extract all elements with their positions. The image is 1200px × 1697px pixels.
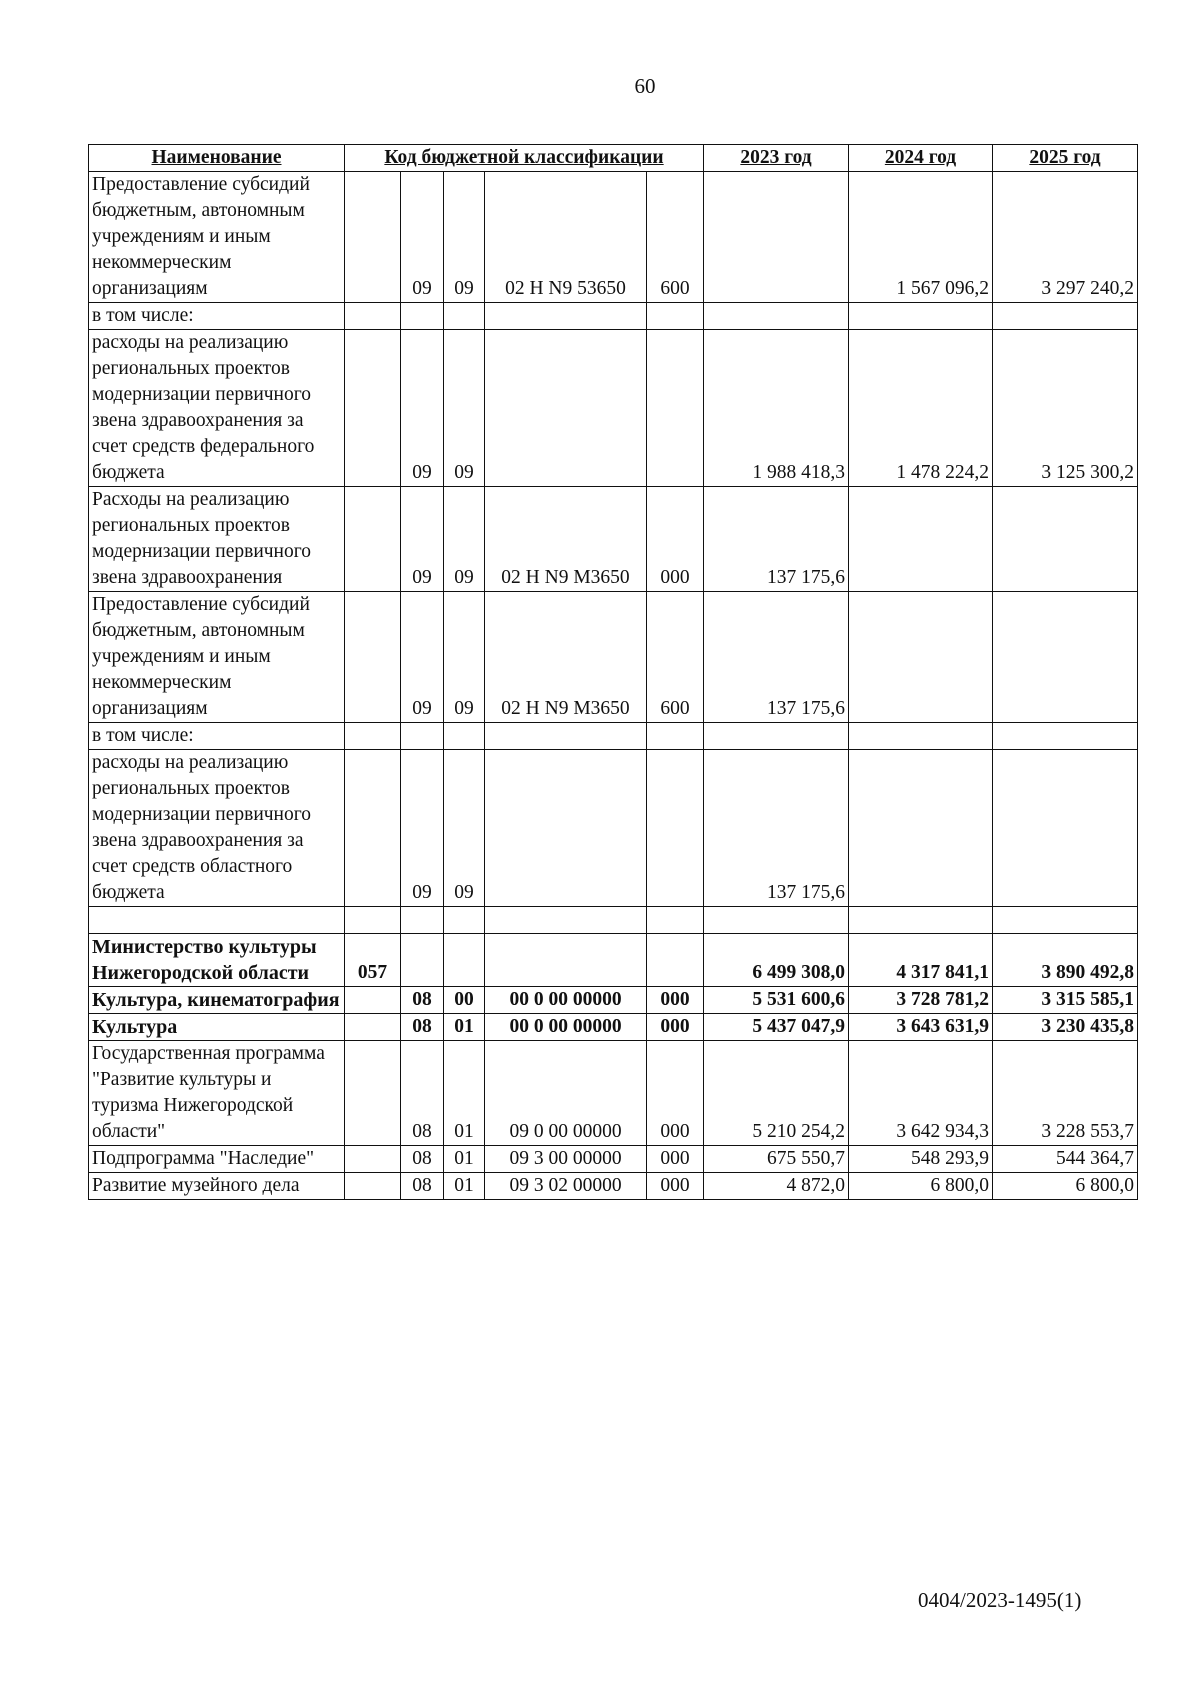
- value-2025: [993, 487, 1138, 592]
- row-name: Министерство культуры Нижегородской области: [89, 934, 345, 987]
- value-2023: [704, 172, 849, 303]
- table-row-empty: [89, 907, 1138, 934]
- code-expense-type: 000: [647, 987, 704, 1014]
- value-2025: [993, 723, 1138, 750]
- code-subsection: 09: [444, 487, 485, 592]
- header-name: Наименование: [89, 145, 345, 172]
- code-section: 08: [401, 987, 444, 1014]
- value-2023: 6 499 308,0: [704, 934, 849, 987]
- code-expense-type: 000: [647, 487, 704, 592]
- row-name: расходы на реализацию региональных проектов модернизации первичного звена здравоохранения за счет средств федерального бюджета: [89, 330, 345, 487]
- code-expense-type: [647, 303, 704, 330]
- row-name: Расходы на реализацию региональных проектов модернизации первичного звена здравоохранения: [89, 487, 345, 592]
- row-name: [89, 907, 345, 934]
- code-target: [485, 934, 647, 987]
- code-ministry: [345, 487, 401, 592]
- table-row: [89, 1146, 1138, 1173]
- row-name: Подпрограмма "Наследие": [89, 1146, 345, 1173]
- code-section: [401, 303, 444, 330]
- code-target: 02 Н N9 53650: [485, 172, 647, 303]
- value-2023: 137 175,6: [704, 750, 849, 907]
- code-section: 09: [401, 487, 444, 592]
- row-name: Предоставление субсидий бюджетным, автономным учреждениям и иным некоммерческим организациям: [89, 172, 345, 303]
- code-target: 09 3 02 00000: [485, 1173, 647, 1200]
- code-expense-type: 600: [647, 592, 704, 723]
- table-row: [89, 934, 1138, 987]
- value-2024: [849, 723, 993, 750]
- code-subsection: 01: [444, 1173, 485, 1200]
- code-ministry: [345, 987, 401, 1014]
- value-2024: [849, 487, 993, 592]
- code-ministry: 057: [345, 934, 401, 987]
- code-target: [485, 907, 647, 934]
- code-target: 02 Н N9 М3650: [485, 592, 647, 723]
- value-2024: 548 293,9: [849, 1146, 993, 1173]
- row-name: Предоставление субсидий бюджетным, автономным учреждениям и иным некоммерческим организациям: [89, 592, 345, 723]
- value-2025: 3 125 300,2: [993, 330, 1138, 487]
- code-target: [485, 330, 647, 487]
- table-header-row: [89, 145, 1138, 172]
- code-target: [485, 750, 647, 907]
- value-2023: 5 210 254,2: [704, 1041, 849, 1146]
- code-expense-type: [647, 934, 704, 987]
- code-ministry: [345, 172, 401, 303]
- row-name: Государственная программа "Развитие культуры и туризма Нижегородской области": [89, 1041, 345, 1146]
- code-subsection: 00: [444, 987, 485, 1014]
- code-ministry: [345, 303, 401, 330]
- code-target: [485, 723, 647, 750]
- value-2024: 4 317 841,1: [849, 934, 993, 987]
- table-row: [89, 750, 1138, 907]
- code-ministry: [345, 750, 401, 907]
- header-2023: 2023 год: [704, 145, 849, 172]
- table-row: [89, 330, 1138, 487]
- code-section: 08: [401, 1173, 444, 1200]
- value-2025: 3 315 585,1: [993, 987, 1138, 1014]
- code-subsection: 09: [444, 330, 485, 487]
- table-row: [89, 987, 1138, 1014]
- value-2024: [849, 592, 993, 723]
- value-2023: [704, 723, 849, 750]
- value-2025: 3 297 240,2: [993, 172, 1138, 303]
- code-target: 09 0 00 00000: [485, 1041, 647, 1146]
- code-expense-type: 600: [647, 172, 704, 303]
- value-2023: 137 175,6: [704, 592, 849, 723]
- value-2023: [704, 907, 849, 934]
- code-section: 09: [401, 330, 444, 487]
- value-2024: 1 478 224,2: [849, 330, 993, 487]
- header-code: Код бюджетной классификации: [345, 145, 704, 172]
- code-section: [401, 907, 444, 934]
- value-2025: 3 890 492,8: [993, 934, 1138, 987]
- value-2024: [849, 750, 993, 907]
- code-section: [401, 934, 444, 987]
- code-subsection: [444, 934, 485, 987]
- code-subsection: 01: [444, 1146, 485, 1173]
- code-ministry: [345, 1041, 401, 1146]
- code-section: 09: [401, 750, 444, 907]
- value-2023: 137 175,6: [704, 487, 849, 592]
- code-section: [401, 723, 444, 750]
- code-subsection: [444, 907, 485, 934]
- code-section: 09: [401, 172, 444, 303]
- code-ministry: [345, 592, 401, 723]
- code-expense-type: 000: [647, 1041, 704, 1146]
- code-expense-type: 000: [647, 1146, 704, 1173]
- code-section: 09: [401, 592, 444, 723]
- row-name: Развитие музейного дела: [89, 1173, 345, 1200]
- value-2024: [849, 303, 993, 330]
- value-2025: 3 228 553,7: [993, 1041, 1138, 1146]
- header-2024: 2024 год: [849, 145, 993, 172]
- code-target: 02 Н N9 М3650: [485, 487, 647, 592]
- code-section: 08: [401, 1146, 444, 1173]
- code-ministry: [345, 1173, 401, 1200]
- code-ministry: [345, 907, 401, 934]
- row-name: в том числе:: [89, 303, 345, 330]
- header-2025: 2025 год: [993, 145, 1138, 172]
- row-name: Культура: [89, 1014, 345, 1041]
- value-2023: 4 872,0: [704, 1173, 849, 1200]
- table-row: [89, 723, 1138, 750]
- code-subsection: 09: [444, 750, 485, 907]
- code-expense-type: 000: [647, 1014, 704, 1041]
- value-2023: 5 437 047,9: [704, 1014, 849, 1041]
- value-2023: 5 531 600,6: [704, 987, 849, 1014]
- value-2025: 544 364,7: [993, 1146, 1138, 1173]
- budget-table: [88, 144, 1138, 1200]
- code-subsection: 09: [444, 592, 485, 723]
- table-row: [89, 1041, 1138, 1146]
- code-ministry: [345, 723, 401, 750]
- row-name: Культура, кинематография: [89, 987, 345, 1014]
- code-section: 08: [401, 1041, 444, 1146]
- value-2024: 6 800,0: [849, 1173, 993, 1200]
- table-row: [89, 1014, 1138, 1041]
- value-2023: 1 988 418,3: [704, 330, 849, 487]
- code-subsection: 01: [444, 1041, 485, 1146]
- row-name: расходы на реализацию региональных проектов модернизации первичного звена здравоохранения за счет средств областного бюджета: [89, 750, 345, 907]
- value-2023: [704, 303, 849, 330]
- code-ministry: [345, 1146, 401, 1173]
- code-section: 08: [401, 1014, 444, 1041]
- page-number: 60: [634, 74, 656, 98]
- code-expense-type: [647, 723, 704, 750]
- code-target: 00 0 00 00000: [485, 987, 647, 1014]
- code-target: [485, 303, 647, 330]
- value-2024: 3 642 934,3: [849, 1041, 993, 1146]
- code-ministry: [345, 1014, 401, 1041]
- row-name: в том числе:: [89, 723, 345, 750]
- document-code: 0404/2023-1495(1): [918, 1588, 1082, 1612]
- table-row: [89, 592, 1138, 723]
- value-2025: [993, 592, 1138, 723]
- value-2024: 3 643 631,9: [849, 1014, 993, 1041]
- code-expense-type: 000: [647, 1173, 704, 1200]
- code-subsection: [444, 723, 485, 750]
- code-expense-type: [647, 330, 704, 487]
- code-subsection: 09: [444, 172, 485, 303]
- table-row: [89, 172, 1138, 303]
- value-2025: 6 800,0: [993, 1173, 1138, 1200]
- value-2025: [993, 907, 1138, 934]
- table-row: [89, 303, 1138, 330]
- code-target: 00 0 00 00000: [485, 1014, 647, 1041]
- value-2025: 3 230 435,8: [993, 1014, 1138, 1041]
- code-subsection: 01: [444, 1014, 485, 1041]
- value-2024: 1 567 096,2: [849, 172, 993, 303]
- value-2025: [993, 750, 1138, 907]
- code-subsection: [444, 303, 485, 330]
- table-row: [89, 1173, 1138, 1200]
- code-expense-type: [647, 750, 704, 907]
- code-ministry: [345, 330, 401, 487]
- code-target: 09 3 00 00000: [485, 1146, 647, 1173]
- value-2024: [849, 907, 993, 934]
- table-row: [89, 487, 1138, 592]
- code-expense-type: [647, 907, 704, 934]
- value-2023: 675 550,7: [704, 1146, 849, 1173]
- value-2024: 3 728 781,2: [849, 987, 993, 1014]
- value-2025: [993, 303, 1138, 330]
